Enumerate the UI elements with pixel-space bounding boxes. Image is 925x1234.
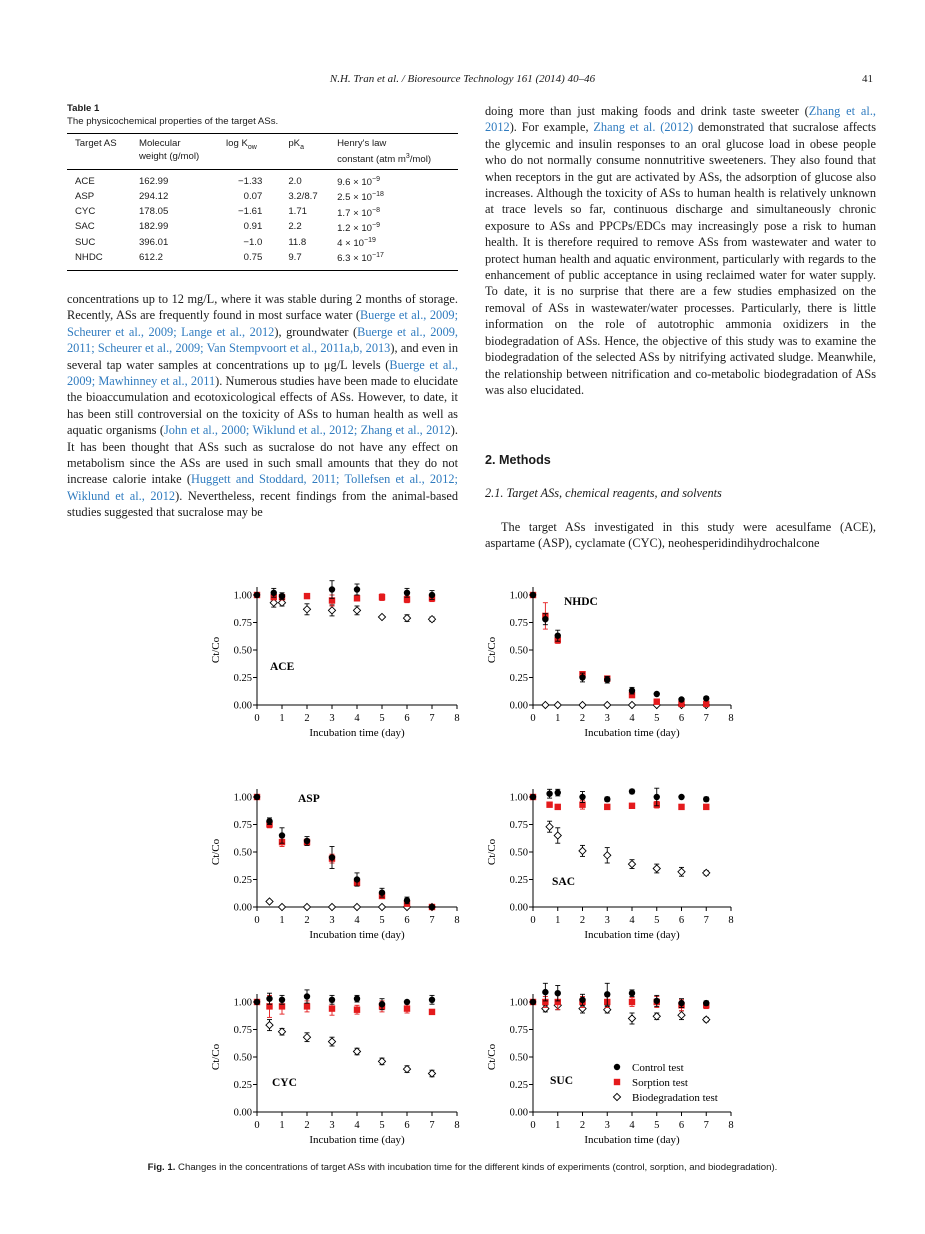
x-tick-label: 1 [555,915,561,926]
x-tick-label: 2 [304,713,310,724]
control-point [542,989,548,995]
control-point [404,897,410,903]
control-point [654,691,660,697]
x-tick-label: 7 [703,1120,709,1131]
legend-label: Sorption test [632,1077,688,1089]
sorption-point [429,1009,435,1015]
legend-biodeg-marker [613,1093,620,1100]
x-axis-label: Incubation time (day) [309,1134,405,1146]
x-tick-label: 7 [429,713,435,724]
cell-logkow: −1.61 [238,206,263,218]
biodegradation-point [378,903,385,910]
x-tick-label: 6 [678,713,685,724]
control-point [654,998,660,1004]
control-point [542,616,548,622]
biodegradation-point [303,1034,310,1041]
control-point [354,996,360,1002]
biodegradation-point [579,701,586,708]
x-tick-label: 3 [604,713,610,724]
control-point [546,791,552,797]
control-point [354,876,360,882]
panel-title: SUC [550,1075,574,1087]
x-tick-label: 8 [728,713,734,724]
x-tick-label: 5 [654,915,660,926]
panel-title: SAC [552,876,576,888]
y-tick-label: 1.00 [509,590,528,602]
control-point [555,789,561,795]
y-axis-label: Ct/Co [210,636,222,664]
cell-as: CYC [75,206,96,218]
x-tick-label: 2 [579,1120,586,1131]
chart-legend [613,1062,717,1104]
biodegradation-point [403,1066,410,1073]
control-point [555,990,561,996]
control-point [429,997,435,1003]
y-axis-label: Ct/Co [210,838,222,866]
x-tick-label: 5 [379,915,385,926]
cell-henry: $2.5 \times 10^{-18}$ [337,191,384,204]
biodegradation-point [403,615,410,622]
th-pka: $pK_a$ [280,134,329,170]
x-tick-label: 1 [279,1120,285,1131]
x-tick-label: 5 [379,713,385,724]
x-tick-label: 2 [304,1120,310,1131]
control-point [329,997,335,1003]
x-tick-label: 7 [429,1120,435,1131]
cell-as: NHDC [67,250,131,271]
legend-sorption-marker [614,1079,620,1085]
x-tick-label: 0 [530,915,536,926]
y-tick-label: 0.50 [233,847,252,859]
cell-henry: $4 \times 10^{-19}$ [337,236,376,250]
x-tick-label: 5 [379,1120,385,1131]
y-tick-label: 0.25 [509,1080,528,1091]
panel-title: CYC [272,1077,297,1089]
x-tick-label: 7 [703,713,709,724]
biodegradation-point [678,868,685,875]
biodegradation-point [703,1016,710,1023]
x-axis-label: Incubation time (day) [309,929,405,941]
left-column [67,291,458,521]
control-point [629,688,635,694]
x-tick-label: 0 [254,713,260,724]
y-tick-label: 0.25 [233,673,252,684]
figure-1 [0,560,925,1160]
cell-mw: 162.99 [138,175,169,187]
ref-link[interactable]: Huggett and Stoddard, 2011; Tollefsen et al., 2012; Wiklund et al., 2012 [67,472,458,503]
chart-panel-suc [486,983,734,1146]
control-point [354,586,360,592]
control-point [555,633,561,639]
x-tick-label: 8 [728,915,734,926]
x-tick-label: 1 [279,713,285,724]
cell-pka: 9.7 [280,250,329,271]
control-point [579,674,585,680]
ref-link[interactable]: Buerge et al., 2009, 2011; Scheurer et al., 2009; Van Stempvoort et al., 2011a,b, 2013 [67,324,458,356]
cell-pka: 1.71 [288,206,307,218]
left-paragraph: concentrations up to 12 mg/L, where it was stable during 2 months of storage. Recently, ASs are frequently found in most surface water (Buerge et al., 2009; Scheurer et al., 2009; Lange et al., 2012), groundwater (Buerge et al., 2009, 2011; Scheurer et al., 2009; Van Stempvoort et al., 2011a,b, 2013), and even in several tap water samples at concentrations up to μg/L levels (Buerge et al., 2009; Mawhinney et al., 2011). Numerous studies have been made to elucidate the bioaccumulation and ecotoxicological effects of ASs. However, to date, it has been still controversial on the toxicity of ASs to human health as well as aquatic organisms (John et al., 2000; Wiklund et al., 2012; Zhang et al., 2012). It has been thought that ASs such as sucralose do not have any effect on metabolism since the ASs are used in such small amounts that they do not increase calorie intake (Huggett and Stoddard, 2011; Tollefsen et al., 2012; Wiklund et al., 2012). Nevertheless, recent findings from the animal-based studies suggested that sucralose may be [67,292,458,520]
biodegradation-point [353,1048,360,1055]
y-tick-label: 0.00 [233,1107,252,1119]
legend-label: Biodegradation test [632,1092,718,1104]
biodegradation-point [653,865,660,872]
cell-pka: 2.2 [288,221,302,233]
chart-panel-ace [210,581,460,739]
control-point [604,677,610,683]
sorption-point [329,1005,335,1011]
y-tick-label: 0.75 [233,820,252,831]
ref-link[interactable]: John et al., 2000; Wiklund et al., 2012; Zhang et al., 2012 [163,423,451,438]
biodegradation-point [554,832,561,839]
biodegradation-point [328,1038,335,1045]
y-tick-label: 0.00 [509,1107,528,1119]
x-tick-label: 2 [579,915,586,926]
chart-panel-sac [486,788,734,941]
control-point [279,593,285,599]
x-tick-label: 6 [404,713,410,724]
control-point [304,993,310,999]
x-tick-label: 0 [254,915,260,926]
sorption-point [546,802,552,808]
panel-title: ASP [298,793,320,805]
control-point [271,590,277,596]
control-point [379,890,385,896]
y-axis-label: Ct/Co [486,1043,498,1071]
table-row [67,170,458,190]
y-tick-label: 0.00 [509,902,528,914]
x-tick-label: 8 [454,713,460,724]
control-point [579,997,585,1003]
control-point [703,695,709,701]
x-tick-label: 3 [604,1120,610,1131]
x-tick-label: 3 [329,1120,335,1131]
table-row [67,205,458,220]
x-axis-label: Incubation time (day) [584,929,680,941]
x-tick-label: 5 [654,713,660,724]
ref-link[interactable]: Buerge et al., 2009; Mawhinney et al., 2011 [67,357,458,389]
biodegradation-point [278,1028,285,1035]
biodegradation-point [328,903,335,910]
y-tick-label: 0.50 [233,645,252,657]
control-point [266,996,272,1002]
x-tick-label: 3 [604,915,610,926]
biodegradation-point [628,861,635,868]
x-tick-label: 4 [354,1120,360,1131]
cell-as: SUC [75,236,96,248]
th-target: Target AS [67,134,131,170]
biodegradation-point [703,869,710,876]
table-row [67,189,458,204]
cell-logkow: 0.75 [218,250,280,271]
cell-mw: 612.2 [131,250,218,271]
th-mw: Molecular weight (g/mol) [131,134,218,170]
cell-mw: 396.01 [138,236,169,248]
x-tick-label: 1 [555,713,561,724]
sorption-point [379,594,385,600]
biodegradation-point [378,613,385,620]
cell-mw: 294.12 [138,190,169,202]
biodegradation-point [303,606,310,613]
x-tick-label: 1 [555,1120,561,1131]
ref-link[interactable]: Zhang et al., 2012 [485,104,876,135]
control-point [254,592,260,598]
panel-title: NHDC [564,596,598,608]
control-point [703,796,709,802]
ref-link[interactable]: Zhang et al. (2012) [593,120,694,135]
x-tick-label: 6 [678,1120,685,1131]
control-point [266,818,272,824]
biodegradation-point [428,616,435,623]
control-point [629,990,635,996]
x-tick-label: 4 [629,1120,635,1131]
y-tick-label: 0.50 [509,1052,528,1064]
x-tick-label: 6 [678,915,685,926]
biodegradation-point [353,607,360,614]
x-tick-label: 0 [530,1120,536,1131]
sorption-point [678,804,684,810]
y-tick-label: 0.00 [233,700,252,712]
biodegradation-point [604,852,611,859]
y-tick-label: 0.25 [509,875,528,886]
sorption-point [304,593,310,599]
x-tick-label: 8 [454,1120,460,1131]
y-tick-label: 0.25 [509,673,528,684]
y-tick-label: 0.50 [233,1052,252,1064]
control-point [279,997,285,1003]
sorption-point [354,595,360,601]
y-tick-label: 0.25 [233,1080,252,1091]
cell-pka: 2.0 [288,175,302,187]
sorption-point [354,1007,360,1013]
right-paragraph: doing more than just making foods and drink taste sweeter (Zhang et al., 2012). For example, Zhang et al. (2012) demonstrated that sucralose affects the glycemic and insulin responses to an oral glucose load in obese people who do not normally consume nonnutritive sweeteners. They also found that when receptors in the gut are activated by ASs, the adsorption of glucose also increases. Although the toxicity of ASs to human health is relatively unknown at trace levels so far, continuous discharge and simultaneously chronic exposure to ASs and PPCPs/EDCs may increasingly pose a risk to human health. It is therefore required to remove ASs from wastewater and water to protect human health and aquatic environment, particularly with regards to the enhancement of public acceptance in using reclaimed water for water supply. To date, it is no surprise that there are a few studies emphasized on the removal of ASs in wastewater/water processes. Particularly, there is little information on the role of autotrophic ammonia oxidizers in the biodegradation of ASs. Hence, the objective of this study was to examine the biodegradation of the selected ASs by nitrifying activated sludge. Meanwhile, the relationship between nitrification and co-metabolic biodegradation of ASs was also elucidated. [485,104,877,397]
control-point [654,794,660,800]
y-tick-label: 0.50 [509,847,528,859]
cell-logkow: 0.07 [243,190,263,202]
biodegradation-point [266,1022,273,1029]
x-tick-label: 3 [329,713,335,724]
biodegradation-point [378,1058,385,1065]
figure-caption: Fig. 1. Changes in the concentrations of target ASs with incubation time for the different kinds of experiments (control, sorption, and biodegradation). [147,1162,778,1173]
x-tick-label: 4 [629,915,635,926]
sorption-point [703,701,709,707]
page-number: 41 [862,73,873,85]
x-tick-label: 0 [254,1120,260,1131]
x-tick-label: 6 [404,1120,410,1131]
x-tick-label: 4 [354,713,360,724]
control-point [254,794,260,800]
y-tick-label: 0.75 [509,618,528,629]
cell-as: SAC [75,221,95,233]
sorption-point [703,804,709,810]
cell-logkow: 0.91 [243,221,263,233]
x-tick-label: 2 [579,713,586,724]
biodegradation-point [628,701,635,708]
chart-panel-nhdc [486,587,734,739]
sorption-point [654,699,660,705]
biodegradation-point [328,607,335,614]
control-point [703,1000,709,1006]
x-tick-label: 2 [304,915,310,926]
biodegradation-point [554,701,561,708]
chart-panel-cyc [210,990,460,1146]
y-tick-label: 0.25 [233,875,252,886]
biodegradation-point [542,701,549,708]
y-axis-label: Ct/Co [210,1043,222,1071]
control-point [254,999,260,1005]
x-tick-label: 8 [728,1120,734,1131]
control-point [429,904,435,910]
control-point [579,794,585,800]
table-row [67,235,458,250]
x-tick-label: 4 [354,915,360,926]
x-tick-label: 1 [279,915,285,926]
x-tick-label: 5 [654,1120,660,1131]
sorption-point [404,1005,410,1011]
sorption-point [629,803,635,809]
y-tick-label: 0.75 [233,618,252,629]
biodegradation-point [266,898,273,905]
biodegradation-point [303,903,310,910]
sorption-point [629,999,635,1005]
control-point [429,592,435,598]
y-axis-label: Ct/Co [486,838,498,866]
x-axis-label: Incubation time (day) [309,727,405,739]
cell-logkow: −1.0 [243,236,263,248]
y-tick-label: 0.00 [233,902,252,914]
control-point [530,999,536,1005]
cell-pka: 3.2/8.7 [288,190,318,202]
table-label: Table 1 [67,103,100,114]
y-tick-label: 1.00 [509,997,528,1009]
control-point [404,999,410,1005]
cell-henry: $6.3 \times 10^{-17}$ [329,250,458,271]
control-point [678,696,684,702]
biodegradation-point [579,847,586,854]
sorption-point [304,1003,310,1009]
th-henry: Henry's law constant (atm $m^3/mol$) [329,134,458,170]
biodegradation-point [428,1070,435,1077]
y-axis-label: Ct/Co [486,636,498,664]
sorption-point [604,804,610,810]
x-tick-label: 6 [404,915,410,926]
legend-control-marker [614,1064,620,1070]
biodegradation-point [604,701,611,708]
cell-mw: 182.99 [138,221,169,233]
control-point [329,854,335,860]
control-point [329,586,335,592]
control-point [530,592,536,598]
cell-as: ASP [75,190,95,202]
sorption-point [555,804,561,810]
cell-henry: $1.2 \times 10^{-9}$ [337,221,380,234]
y-tick-label: 1.00 [233,590,252,602]
table-row [67,250,458,271]
y-tick-label: 0.75 [233,1025,252,1036]
x-tick-label: 3 [329,915,335,926]
control-point [279,832,285,838]
x-tick-label: 7 [429,915,435,926]
cell-pka: 11.8 [288,236,307,248]
x-tick-label: 7 [703,915,709,926]
control-point [404,590,410,596]
ref-link[interactable]: Buerge et al., 2009; Scheurer et al., 2009; Lange et al., 2012 [67,308,458,339]
control-point [604,796,610,802]
y-tick-label: 1.00 [233,997,252,1009]
cell-henry: $9.6 \times 10^{-9}$ [337,176,380,189]
control-point [678,1000,684,1006]
y-tick-label: 0.00 [509,700,528,712]
table-header-row [67,134,458,170]
biodegradation-point [353,903,360,910]
control-point [678,794,684,800]
x-tick-label: 0 [530,713,536,724]
control-point [304,838,310,844]
biodegradation-point [653,1013,660,1020]
y-tick-label: 0.50 [509,645,528,657]
cell-as: ACE [75,175,95,187]
y-tick-label: 0.75 [509,1025,528,1036]
control-point [530,794,536,800]
table-row [67,220,458,235]
y-tick-label: 0.75 [509,820,528,831]
control-point [379,1001,385,1007]
x-axis-label: Incubation time (day) [584,1134,680,1146]
x-tick-label: 4 [629,713,635,724]
table-caption: The physicochemical properties of the target ASs. [67,116,279,127]
cell-mw: 178.05 [138,206,169,218]
journal-citation: N.H. Tran et al. / Bioresource Technology 161 (2014) 40–46 [329,73,596,85]
properties-table [67,133,458,271]
biodegradation-point [546,823,553,830]
cell-logkow: −1.33 [238,175,263,187]
panel-title: ACE [270,661,295,673]
legend-label: Control test [632,1062,684,1074]
y-tick-label: 1.00 [233,792,252,804]
subsection-heading: 2.1. Target ASs, chemical reagents, and solvents [485,486,722,500]
right-column [485,103,876,398]
cell-henry: $1.7 \times 10^{-8}$ [337,206,380,219]
biodegradation-point [278,903,285,910]
biodegradation-point [678,1012,685,1019]
methods-text: The target ASs investigated in this study were acesulfame (ACE), aspartame (ASP), cyclamate (CYC), neohesperidindihydrochalcone [485,520,876,551]
control-point [629,788,635,794]
section-heading: 2. Methods [485,453,551,467]
x-axis-label: Incubation time (day) [584,727,680,739]
y-tick-label: 1.00 [509,792,528,804]
th-logkow: $\log K_{ow}$ [218,134,280,170]
x-tick-label: 8 [454,915,460,926]
control-point [604,991,610,997]
table-1 [67,103,458,271]
biodegradation-point [628,1015,635,1022]
methods-paragraph [485,519,876,552]
chart-panel-asp [210,789,460,941]
